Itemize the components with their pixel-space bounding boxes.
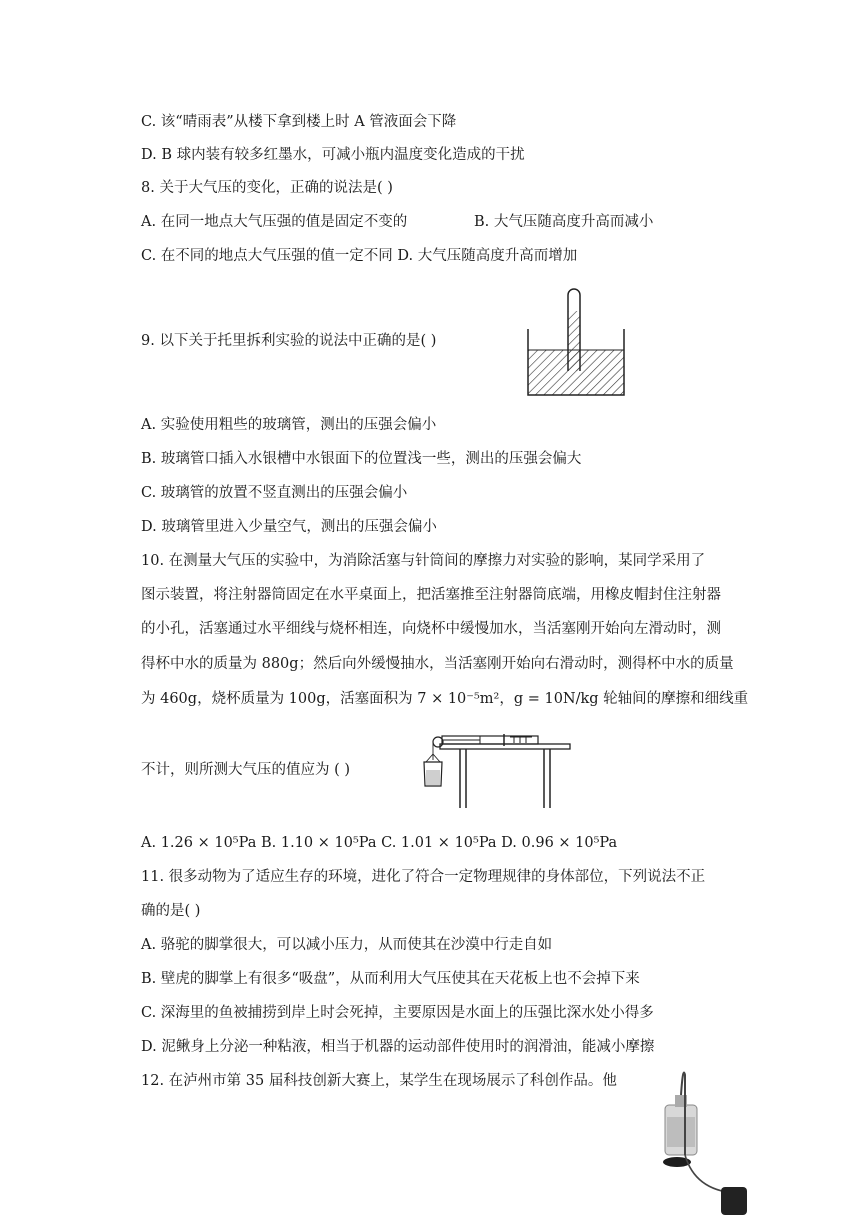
- q9-option-a: A. 实验使用粗些的玻璃管，测出的压强会偏小: [141, 417, 437, 433]
- q7-option-c: C. 该“晴雨表”从楼下拿到楼上时 A 管液面会下降: [141, 114, 457, 130]
- q7-option-d: D. B 球内装有较多红墨水，可减小瓶内温度变化造成的干扰: [141, 147, 525, 163]
- q10-options: A. 1.26 × 10⁵Pa B. 1.10 × 10⁵Pa C. 1.01 × 10⁵Pa D. 0.96 × 10⁵Pa: [141, 835, 618, 851]
- q8-option-a: A. 在同一地点大气压强的值是固定不变的: [141, 214, 408, 230]
- syringe-table-apparatus-figure: [420, 730, 572, 812]
- q11-stem-line1: 11. 很多动物为了适应生存的环境，进化了符合一定物理规律的身体部位，下列说法不正: [141, 869, 706, 885]
- q10-stem-line6: 不计，则所测大气压的值应为 ( ): [141, 762, 351, 778]
- q10-stem-line2: 图示装置，将注射器筒固定在水平桌面上，把活塞推至注射器筒底端，用橡皮帽封住注射器: [141, 587, 721, 603]
- q11-option-a: A. 骆驼的脚掌很大，可以减小压力，从而使其在沙漠中行走自如: [141, 937, 553, 953]
- q11-stem-line2: 确的是( ): [141, 903, 201, 919]
- q10-stem-line3: 的小孔，活塞通过水平细线与烧杯相连，向烧杯中缓慢加水，当活塞刚开始向左滑动时，测: [141, 621, 721, 637]
- q9-stem: 9. 以下关于托里拆利实验的说法中正确的是( ): [141, 333, 437, 349]
- q9-option-b: B. 玻璃管口插入水银槽中水银面下的位置浅一些，测出的压强会偏大: [141, 451, 582, 467]
- q8-option-b: B. 大气压随高度升高而减小: [474, 214, 654, 230]
- q8-stem: 8. 关于大气压的变化，正确的说法是( ): [141, 180, 393, 196]
- q10-stem-line1: 10. 在测量大气压的实验中，为消除活塞与针筒间的摩擦力对实验的影响，某同学采用了: [141, 553, 706, 569]
- science-project-photo: [655, 1065, 755, 1216]
- q12-stem-line1: 12. 在泸州市第 35 届科技创新大赛上，某学生在现场展示了科创作品。他: [141, 1073, 617, 1089]
- q8-options-cd: C. 在不同的地点大气压强的值一定不同 D. 大气压随高度升高而增加: [141, 248, 578, 264]
- q9-option-d: D. 玻璃管里进入少量空气，测出的压强会偏小: [141, 519, 437, 535]
- torricelli-apparatus-figure: [526, 285, 626, 397]
- q10-stem-line5: 为 460g，烧杯质量为 100g，活塞面积为 7 × 10⁻⁵m²，g = 10N/kg 轮轴间的摩擦和细线重: [141, 691, 749, 707]
- q11-option-c: C. 深海里的鱼被捕捞到岸上时会死掉，主要原因是水面上的压强比深水处小得多: [141, 1005, 654, 1021]
- q11-option-d: D. 泥鳅身上分泌一种粘液，相当于机器的运动部件使用时的润滑油，能减小摩擦: [141, 1039, 655, 1055]
- q10-stem-line4: 得杯中水的质量为 880g；然后向外缓慢抽水，当活塞刚开始向右滑动时，测得杯中水的质量: [141, 656, 734, 672]
- q9-option-c: C. 玻璃管的放置不竖直测出的压强会偏小: [141, 485, 408, 501]
- q11-option-b: B. 壁虎的脚掌上有很多“吸盘”，从而利用大气压使其在天花板上也不会掉下来: [141, 971, 640, 987]
